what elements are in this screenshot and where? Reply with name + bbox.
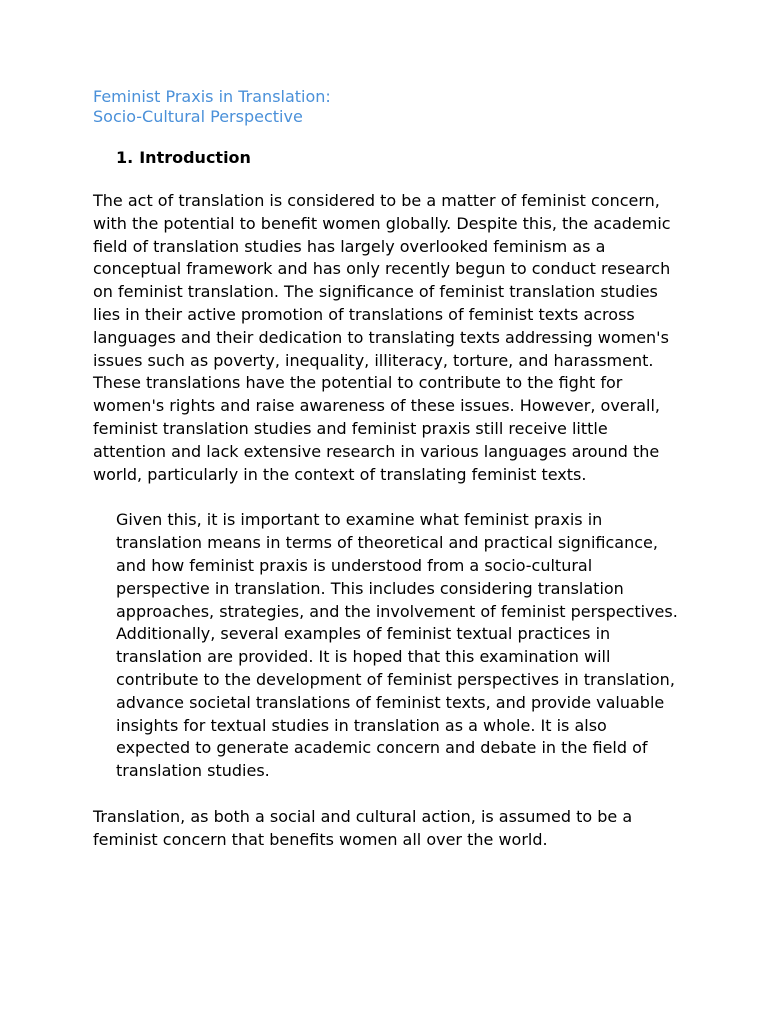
paragraph-3: Translation, as both a social and cultural action, is assumed to be a feminist concern that benefits women all over the world. xyxy=(93,806,633,849)
section-title: Introduction xyxy=(139,148,251,167)
document-title-line-2: Socio-Cultural Perspective xyxy=(93,107,303,126)
section-heading xyxy=(116,148,683,168)
document-title-line-1: Feminist Praxis in Translation: xyxy=(93,87,331,106)
paragraph-2: Given this, it is important to examine what feminist praxis in translation means in terms of theoretical and practical significance, and how feminist praxis is understood from a socio-cultural perspective in translation. This includes considering translation approaches, strategies, and the involvement of feminist perspectives. Additionally, several examples of feminist textual practices in translation are provided. It is hoped that this examination will contribute to the development of feminist perspectives in translation, advance societal translations of feminist texts, and provide valuable insights for textual studies in translation as a whole. It is also expected to generate academic concern and debate in the field of translation studies. xyxy=(116,510,678,781)
document-title xyxy=(93,87,683,127)
section-number: 1. xyxy=(116,148,134,167)
document-page xyxy=(93,87,683,852)
paragraph-1: The act of translation is considered to be a matter of feminist concern, with the potential to benefit women globally. Despite this, the academic field of translation studies has largely overlooked feminism as a conceptual framework and has only recently begun to conduct research on feminist translation. The significance of feminist translation studies lies in their active promotion of translations of feminist texts across languages and their dedication to translating texts addressing women's issues such as poverty, inequality, illiteracy, torture, and harassment. These translations have the potential to contribute to the fight for women's rights and raise awareness of these issues. However, overall, feminist translation studies and feminist praxis still receive little attention and lack extensive research in various languages around the world, particularly in the context of translating feminist texts. xyxy=(93,191,671,484)
